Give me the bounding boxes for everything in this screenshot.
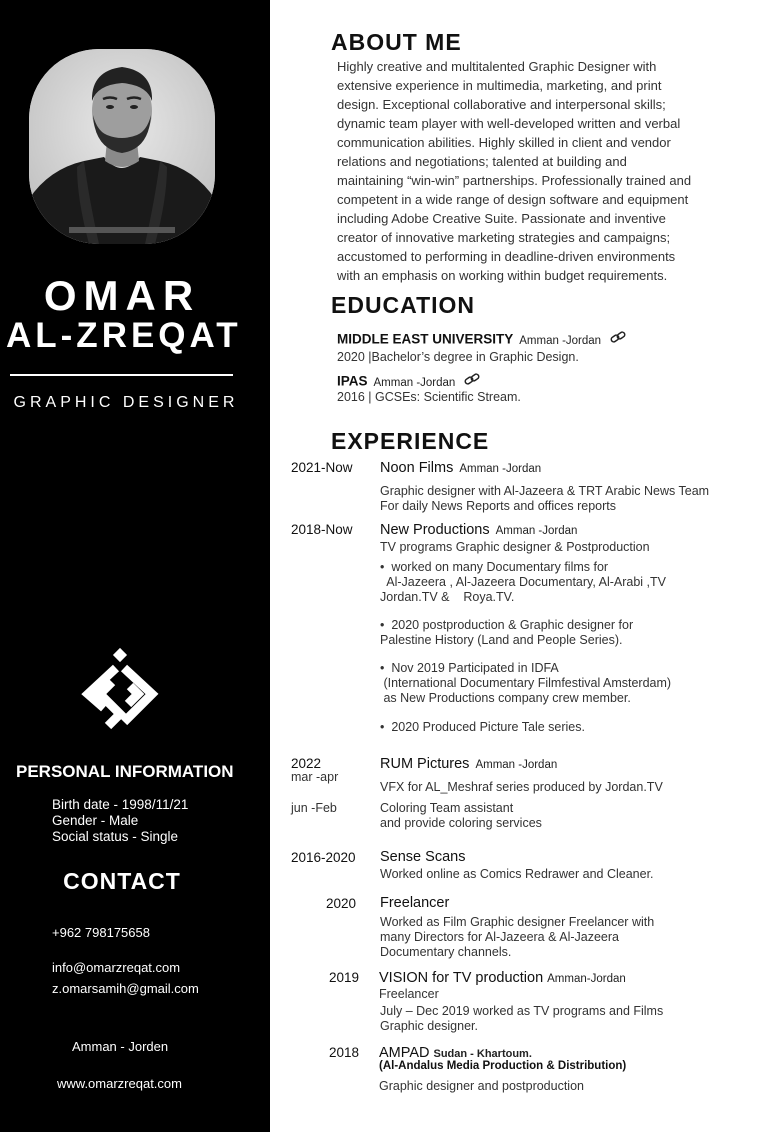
job-period: mar -apr	[291, 770, 339, 784]
job-desc: Documentary channels.	[380, 945, 512, 959]
bullet-line: Palestine History (Land and People Series).	[380, 633, 623, 647]
company-location: Amman -Jordan	[475, 759, 558, 771]
job-year: 2021-Now	[291, 460, 353, 475]
company-location: Amman-Jordan	[547, 973, 626, 985]
job-desc: For daily News Reports and offices reports	[380, 499, 616, 513]
about-line: competent in a wide range of design software and equipment	[337, 192, 689, 207]
job-bullet	[380, 618, 633, 648]
bullet-line: • Nov 2019 Participated in IDFA	[380, 661, 559, 675]
website-link[interactable]: www.omarzreqat.com	[57, 1076, 182, 1091]
school-location: Amman -Jordan	[519, 334, 602, 347]
job-desc: Graphic designer.	[380, 1019, 478, 1033]
contact-heading: CONTACT	[63, 868, 181, 894]
company-name: New Productions	[380, 522, 490, 538]
job-year: 2020	[326, 896, 357, 911]
about-line: design. Exceptional collaborative and interpersonal skills;	[337, 97, 666, 112]
job-title-row	[380, 521, 577, 539]
job-period: jun -Feb	[291, 801, 337, 815]
gender: Gender - Male	[52, 813, 139, 828]
job-year: 2018	[329, 1045, 360, 1060]
main-content	[270, 0, 768, 1132]
company-fullname: (Al-Andalus Media Production & Distribution)	[379, 1060, 627, 1072]
bullet-line: • worked on many Documentary films for	[380, 560, 609, 574]
company-name: Noon Films	[380, 460, 454, 476]
company-name: AMPAD	[379, 1045, 430, 1061]
about-line: extensive experience in multimedia, marketing, and print	[337, 78, 662, 93]
about-line: relations and negotiations; talented at building and	[337, 154, 627, 169]
job-desc: TV programs Graphic designer & Postproduction	[380, 540, 650, 554]
about-text	[337, 57, 737, 285]
bullet-line: (International Documentary Filmfestival Amsterdam)	[380, 676, 672, 690]
personal-logo-icon	[78, 646, 162, 736]
company-location: Sudan - Khartoum.	[433, 1048, 532, 1060]
job-role: Freelancer	[379, 987, 439, 1001]
phone-number[interactable]: +962 798175658	[52, 925, 150, 940]
location: Amman - Jorden	[72, 1039, 169, 1054]
sidebar	[0, 0, 270, 1132]
school-name: MIDDLE EAST UNIVERSITY	[337, 331, 514, 347]
link-icon[interactable]	[610, 330, 626, 349]
job-desc: July – Dec 2019 worked as TV programs and Films	[380, 1004, 664, 1018]
email-secondary[interactable]: z.omarsamih@gmail.com	[52, 981, 199, 996]
about-line: creator of innovative marketing strategies and campaigns;	[337, 230, 671, 245]
about-line: accustomed to performing in deadline-driven environments	[337, 249, 676, 264]
job-desc: VFX for AL_Meshraf series produced by Jordan.TV	[380, 780, 663, 794]
job-desc: Worked as Film Graphic designer Freelancer with	[380, 915, 655, 929]
job-desc: Worked online as Comics Redrawer and Cleaner.	[380, 867, 654, 881]
job-desc: many Directors for Al-Jazeera & Al-Jazeera	[380, 930, 619, 944]
about-line: maintaining “win-win” partnerships. Professionally trained and	[337, 173, 692, 188]
experience-heading: EXPERIENCE	[331, 428, 490, 454]
bullet-line: Al-Jazeera , Al-Jazeera Documentary, Al-Arabi ,TV	[380, 575, 666, 589]
job-year: 2018-Now	[291, 522, 353, 537]
company-name: RUM Pictures	[380, 756, 470, 772]
job-title-row	[379, 969, 626, 987]
education-detail: 2020 |Bachelor’s degree in Graphic Design.	[337, 350, 579, 364]
job-desc: Coloring Team assistant	[380, 801, 514, 815]
birth-date: Birth date - 1998/11/21	[52, 797, 189, 812]
about-line: communication abilities. Highly skilled in client and vendor	[337, 135, 671, 150]
name-divider	[10, 374, 233, 376]
bullet-line: • 2020 postproduction & Graphic designer for	[380, 618, 634, 632]
company-name: Sense Scans	[380, 849, 466, 865]
job-bullet	[380, 560, 666, 605]
email-primary[interactable]: info@omarzreqat.com	[52, 960, 181, 975]
job-year: 2019	[329, 970, 360, 985]
about-line: Highly creative and multitalented Graphic Designer with	[337, 59, 657, 74]
job-title-row	[380, 459, 541, 477]
about-line: with an emphasis on working within budget requirements.	[337, 268, 668, 283]
company-location: Amman -Jordan	[495, 525, 578, 537]
job-year: 2022	[291, 756, 322, 771]
job-bullet: • 2020 Produced Picture Tale series.	[380, 720, 585, 734]
job-desc: and provide coloring services	[380, 816, 542, 830]
about-line: dynamic team player with well-developed written and verbal	[337, 116, 681, 131]
education-item	[337, 330, 626, 349]
first-name: OMAR	[43, 272, 201, 319]
bullet-line: Jordan.TV & Roya.TV.	[380, 590, 515, 604]
personal-info-heading: PERSONAL INFORMATION	[16, 762, 234, 781]
school-name: IPAS	[337, 373, 368, 389]
job-bullet	[380, 661, 671, 706]
education-detail: 2016 | GCSEs: Scientific Stream.	[337, 390, 521, 404]
job-year: 2016-2020	[291, 850, 356, 865]
bullet-line: as New Productions company crew member.	[380, 691, 631, 705]
social-status: Social status - Single	[52, 829, 179, 844]
education-heading: EDUCATION	[331, 292, 476, 318]
company-name: Freelancer	[380, 895, 450, 911]
job-title: GRAPHIC DESIGNER	[13, 394, 239, 411]
school-location: Amman -Jordan	[373, 376, 456, 389]
about-line: including Adobe Creative Suite. Passionate and inventive	[337, 211, 666, 226]
link-icon[interactable]	[464, 372, 480, 391]
job-desc: Graphic designer and postproduction	[379, 1079, 584, 1093]
about-heading: ABOUT ME	[331, 29, 462, 55]
profile-photo	[29, 49, 215, 244]
last-name: AL-ZREQAT	[6, 316, 242, 355]
job-title-row	[380, 755, 557, 773]
company-location: Amman -Jordan	[459, 463, 542, 475]
job-desc: Graphic designer with Al-Jazeera & TRT Arabic News Team	[380, 484, 710, 498]
company-name: VISION for TV production	[379, 970, 544, 986]
education-item	[337, 372, 480, 391]
